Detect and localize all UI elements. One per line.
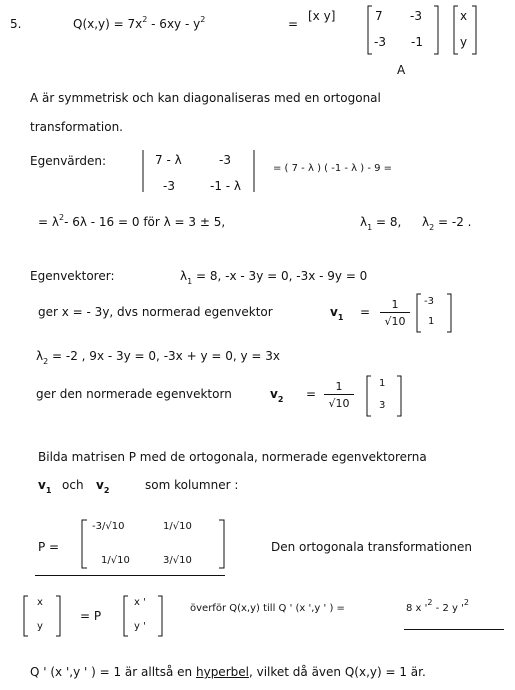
tf-sq-1: 2 [427,598,433,607]
qf-equals: = [288,17,299,31]
symmetric-text-2: transformation. [30,120,123,134]
v2-sub: 2 [277,395,284,404]
v1-brackets [415,292,453,334]
qf-lhs: Q(x,y) = 7x [73,17,143,31]
v1-label [330,305,344,322]
conclusion-hyperbel: hyperbel [195,665,249,679]
ev-lambda-1-sub: 1 [187,277,193,286]
conclusion-b: , vilket då även Q(x,y) = 1 är. [248,665,426,679]
v1-fraction-num: 1 [380,298,410,313]
lambda-1-value [360,215,402,232]
ev-lambda-2-sub: 2 [43,357,49,366]
ev-lambda-2: λ [36,349,44,363]
lambda-1-symbol: λ [360,215,368,229]
xprime-top: x ' [134,597,146,608]
transform-eq-p: = P [80,609,102,623]
symmetric-text-1: A är symmetrisk och kan diagonaliseras med en ortogonal [30,91,381,105]
v1-equals: = [360,305,371,319]
ger-x-text: ger x = - 3y, dvs normerad egenvektor [38,305,273,319]
tf-x-term: 8 x ' [406,603,428,614]
v2-fraction [324,380,354,410]
v2-fraction-den: √10 [328,397,350,410]
xprime-bottom: y ' [134,621,146,632]
matrix-a-22: -1 [411,35,423,49]
v1-fraction-den: √10 [384,315,406,328]
ev-lambda-2-rest: = -2 , 9x - 3y = 0, -3x + y = 0, y = 3x [52,349,281,363]
p-22: 3/√10 [163,555,192,566]
ev-lambda-1-rest: = 8, -x - 3y = 0, -3x - 9y = 0 [196,269,368,283]
matrix-label: A [397,63,406,77]
v1-bottom: 1 [428,316,435,327]
transformed-underline [404,629,504,630]
char-lambda: = λ [38,215,59,229]
bilda-och: och [62,478,84,492]
det-22: -1 - λ [210,179,242,193]
eigenvalues-label: Egenvärden: [30,154,107,168]
lambda-2-equations [36,349,281,366]
col-vector-top: x [460,9,468,23]
transform-text: överför Q(x,y) till Q ' (x ',y ' ) = [190,603,345,614]
matrix-a-11: 7 [375,9,383,23]
qf-mid: - 6xy - y [147,17,201,31]
quadratic-form [73,15,206,31]
bilda-v1-symbol: v [38,478,46,492]
v1-fraction [380,298,410,328]
lambda-1-sub: 1 [367,223,373,232]
problem-number: 5. [10,17,22,31]
col-vector-bottom: y [460,35,468,49]
transformed-form [406,598,469,614]
lambda-2-value [422,215,472,232]
det-21: -3 [163,179,175,193]
char-rest: - 6λ - 16 = 0 för λ = 3 ± 5, [64,215,226,229]
p-12: 1/√10 [163,521,192,532]
v2-symbol: v [270,387,278,401]
v1-sub: 1 [337,313,344,322]
xy-top: x [37,597,43,608]
bilda-v2 [96,478,110,495]
v1-symbol: v [330,305,338,319]
v2-label [270,387,284,404]
det-11: 7 - λ [155,153,182,167]
p-21: 1/√10 [101,555,130,566]
p-lhs: P = [38,540,60,554]
lambda-1-val: = 8, [376,215,402,229]
bilda-v1-sub: 1 [45,486,52,495]
matrix-a-21: -3 [374,35,386,49]
conclusion [30,666,426,678]
ev-lambda-1: λ [180,269,188,283]
lambda-2-val: = -2 . [438,215,472,229]
bilda-som: som kolumner : [145,478,239,492]
p-underline [35,575,225,576]
v2-fraction-num: 1 [324,380,354,395]
lambda-1-equations [180,269,368,286]
p-11: -3/√10 [92,521,125,532]
tf-sq-2: 2 [463,598,469,607]
row-vector: [x y] [308,9,336,23]
char-square: 2 [58,213,65,222]
lambda-2-sub: 2 [429,223,435,232]
xy-bottom: y [37,621,43,632]
bilda-v2-sub: 2 [103,486,110,495]
v2-top: 1 [379,378,386,389]
bilda-v1 [38,478,52,495]
qf-square-1: 2 [142,15,148,24]
matrix-a-12: -3 [410,9,422,23]
char-expansion: = ( 7 - λ ) ( -1 - λ ) - 9 = [273,163,393,174]
v2-equals: = [306,387,317,401]
bilda-v2-symbol: v [96,478,104,492]
ger-den-text: ger den normerade egenvektorn [36,387,232,401]
v2-bottom: 3 [379,400,386,411]
lambda-2-symbol: λ [422,215,430,229]
eigenvectors-label: Egenvektorer: [30,269,115,283]
tf-y-term: - 2 y ' [432,603,464,614]
conclusion-a: Q ' (x ',y ' ) = 1 är alltså en [30,665,196,679]
char-polynomial [38,213,226,229]
qf-square-2: 2 [200,15,206,24]
orthogonal-transformation-text: Den ortogonala transformationen [271,540,472,554]
det-12: -3 [219,153,231,167]
bilda-text: Bilda matrisen P med de ortogonala, normerade egenvektorerna [38,450,427,464]
v1-top: -3 [424,296,434,307]
